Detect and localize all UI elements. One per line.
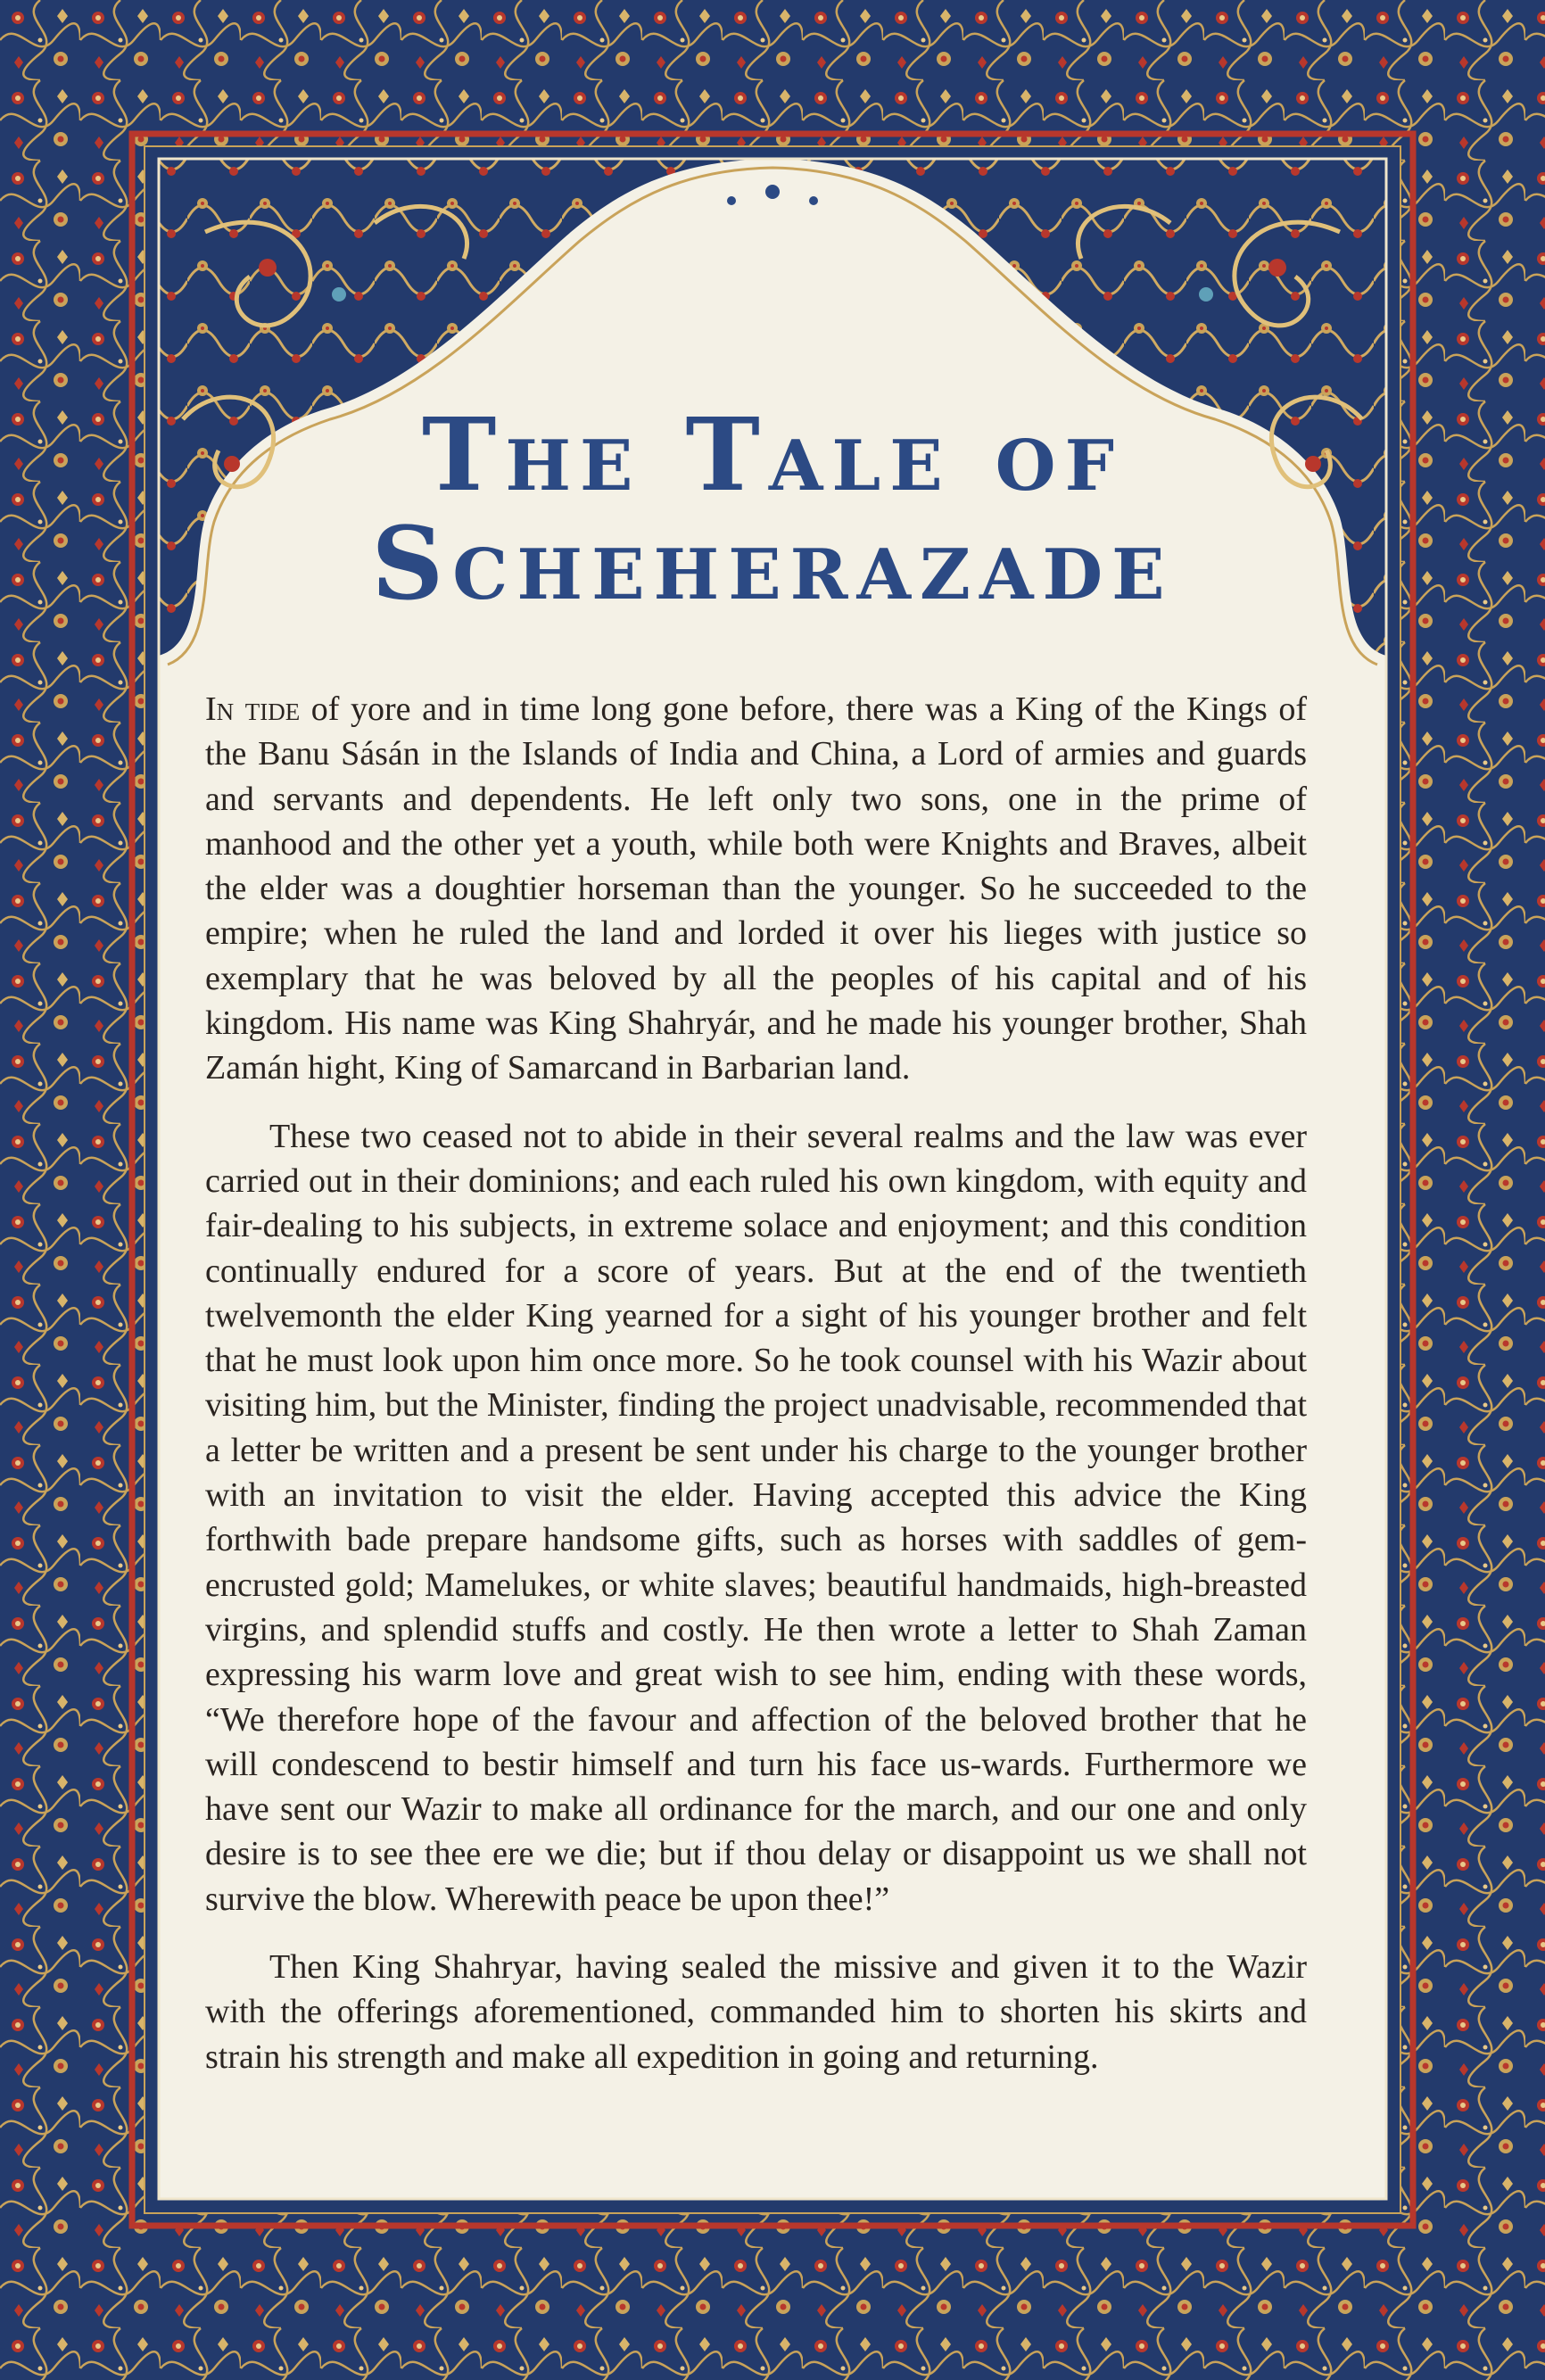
story-text bbox=[205, 687, 1307, 2103]
paragraph-1 bbox=[205, 687, 1307, 1091]
paragraph-2: These two ceased not to abide in their several realms and the law was ever carried out in their dominions; and each ruled his own kingdom, with equity and fair-dealing to his subjects, in extreme solace and enjoyment; and this condition continually endured for a score of years. But at the end of the twentieth twelvemonth the elder King yearned for a sight of his younger brother and felt that he must look upon him once more. So he took counsel with his Wazir about visiting him, but the Minister, finding the project unadvisable, recommended that a letter be written and a present be sent under his charge to the younger brother with an invitation to visit the elder. Having accepted this advice the King forthwith bade prepare handsome gifts, such as horses with saddles of gem-encrusted gold; Mamelukes, or white slaves; beautiful handmaids, high-breasted virgins, and splendid stuffs and costly. He then wrote a letter to Shah Zaman expressing his warm love and great wish to see him, ending with these words, “We therefore hope of the favour and affection of the beloved brother that he will condescend to bestir himself and turn his face us-wards. Furthermore we have sent our Wazir to make all ordinance for the march, and our one and only desire is to see thee ere we die; but if thou delay or disappoint us we shall not survive the blow. Wherewith peace be upon thee!” bbox=[205, 1117, 1307, 1918]
paragraph-1-text: of yore and in time long gone before, there was a King of the Kings of the Banu Sásán in the Islands of India and China, a Lord of armies and guards and servants and dependents. He left only two sons, one in the prime of manhood and the other yet a youth, while both were Knights and Braves, albeit the elder was a doughtier horseman than the younger. So he succeeded to the empire; when he ruled the land and lorded it over his lieges with justice so exemplary that he was beloved by all the peoples of his capital and of his kingdom. His name was King Shahryár, and he made his younger brother, Shah Zamán hight, King of Samarcand in Barbarian land. bbox=[205, 690, 1307, 1087]
title-block bbox=[0, 397, 1545, 623]
page-title-line-2: Scheherazade bbox=[371, 506, 1174, 623]
paragraph-1-lead: In tide bbox=[205, 690, 301, 728]
page-title-line-1: The Tale of bbox=[422, 397, 1123, 514]
paragraph-3: Then King Shahryar, having sealed the missive and given it to the Wazir with the offerings aforementioned, commanded him to shorten his skirts and strain his strength and make all expedition in going and returning. bbox=[205, 1948, 1307, 2076]
